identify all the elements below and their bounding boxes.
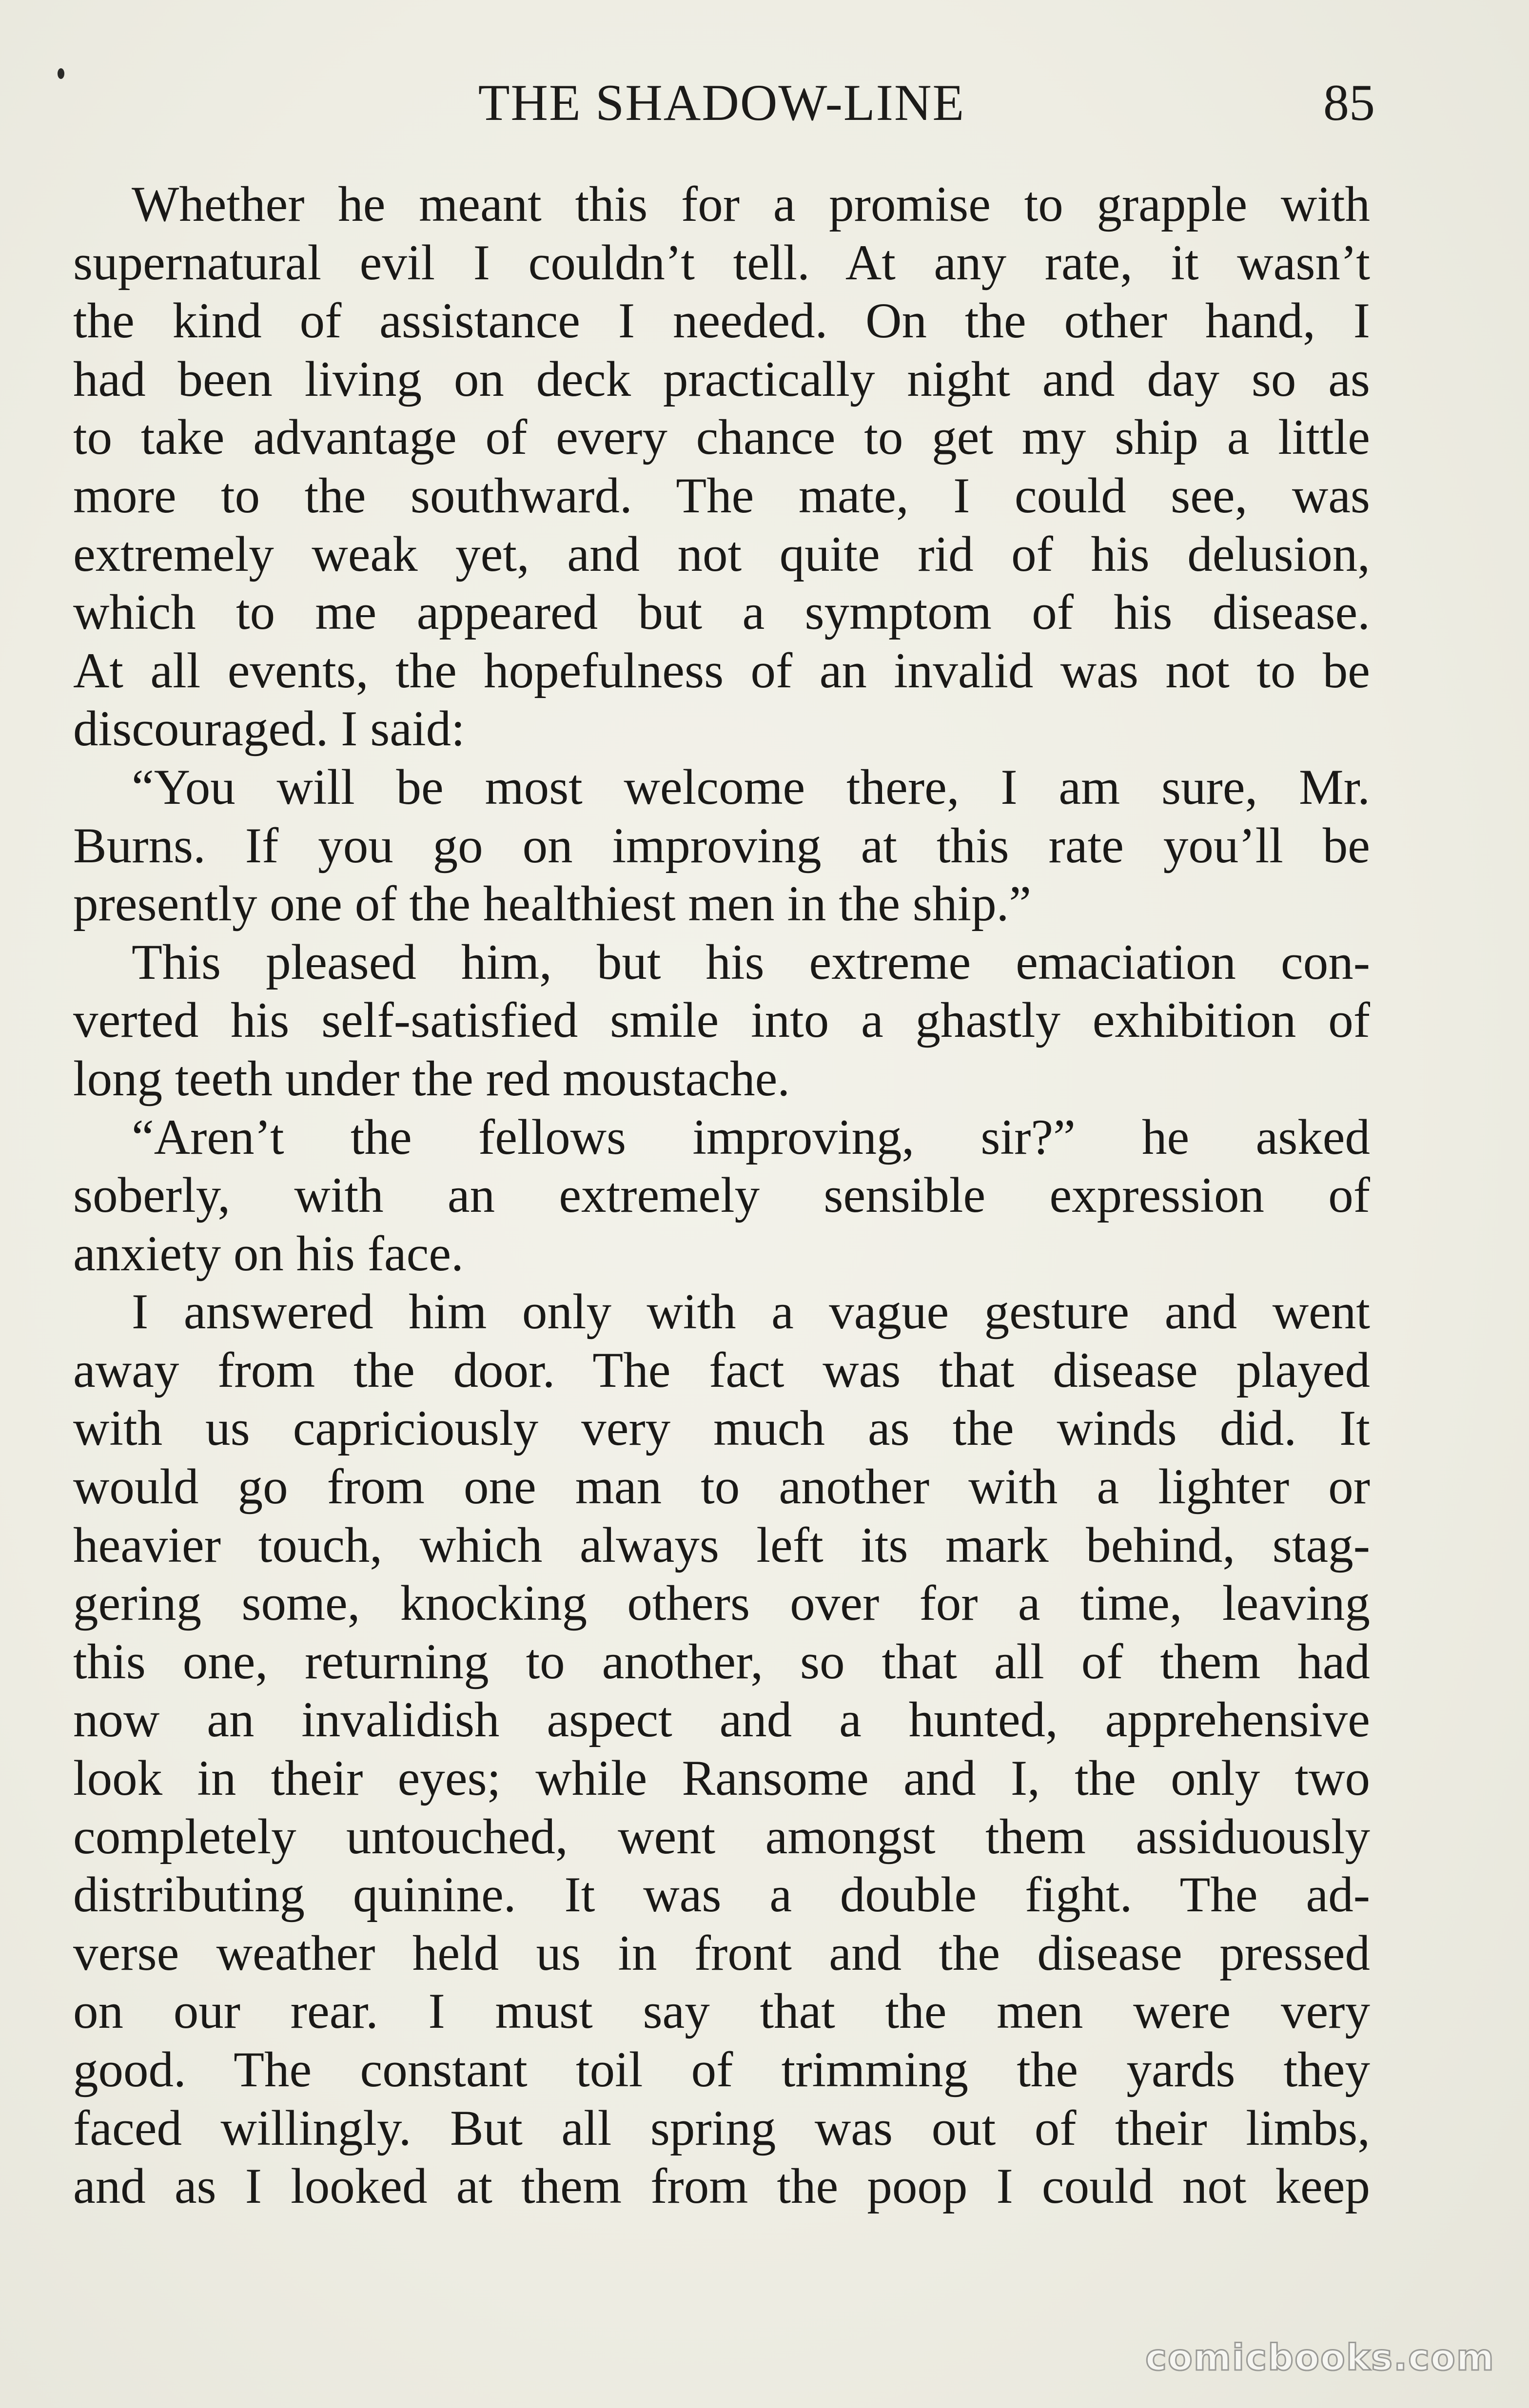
text-line: with us capriciously very much as the winds did. It xyxy=(73,1400,1370,1456)
text-line: presently one of the healthiest men in the ship.” xyxy=(73,876,1032,932)
text-line: look in their eyes; while Ransome and I, the only two xyxy=(73,1750,1370,1806)
text-line: distributing quinine. It was a double fight. The ad- xyxy=(73,1867,1370,1923)
text-line: and as I looked at them from the poop I could not keep xyxy=(73,2158,1370,2214)
text-line: soberly, with an extremely sensible expression of xyxy=(73,1167,1370,1223)
text-line: would go from one man to another with a lighter or xyxy=(73,1459,1370,1515)
text-line: good. The constant toil of trimming the yards they xyxy=(73,2042,1370,2097)
text-line: to take advantage of every chance to get my ship a little xyxy=(73,409,1370,466)
text-line: Whether he meant this for a promise to grapple with xyxy=(132,176,1370,232)
text-line: faced willingly. But all spring was out of their limbs, xyxy=(73,2100,1370,2156)
text-line: anxiety on his face. xyxy=(73,1225,464,1282)
text-line: this one, returning to another, so that all of them had xyxy=(73,1633,1370,1689)
text-line: long teeth under the red moustache. xyxy=(73,1050,790,1107)
text-line: on our rear. I must say that the men were very xyxy=(73,1983,1370,2039)
text-line: heavier touch, which always left its mark behind, stag- xyxy=(73,1517,1370,1573)
text-line: This pleased him, but his extreme emaciation con- xyxy=(132,934,1370,990)
page-number: 85 xyxy=(1323,74,1375,131)
text-line: I answered him only with a vague gesture and went xyxy=(132,1284,1370,1340)
text-line: the kind of assistance I needed. On the other hand, I xyxy=(73,293,1370,349)
text-line: completely untouched, went amongst them assiduously xyxy=(73,1808,1370,1864)
text-line: At all events, the hopefulness of an invalid was not to be xyxy=(73,642,1370,699)
text-line: now an invalidish aspect and a hunted, apprehensive xyxy=(73,1692,1370,1748)
text-line: verse weather held us in front and the disease pressed xyxy=(73,1925,1370,1981)
text-line: away from the door. The fact was that disease played xyxy=(73,1342,1370,1398)
watermark: comicbooks.com xyxy=(1145,2337,1495,2379)
text-line: discouraged. I said: xyxy=(73,701,465,757)
text-line: gering some, knocking others over for a time, leaving xyxy=(73,1575,1370,1631)
text-line: “You will be most welcome there, I am sure, Mr. xyxy=(132,759,1370,815)
running-head xyxy=(73,73,1375,132)
running-title: THE SHADOW-LINE xyxy=(478,74,965,131)
text-line: “Aren’t the fellows improving, sir?” he asked xyxy=(132,1109,1370,1165)
body-text xyxy=(73,175,1370,2216)
text-line: extremely weak yet, and not quite rid of his delusion, xyxy=(73,526,1370,582)
text-line: had been living on deck practically night and day so as xyxy=(73,351,1370,407)
text-line: verted his self-satisfied smile into a ghastly exhibition of xyxy=(73,992,1370,1049)
ink-speck xyxy=(58,68,64,79)
text-line: which to me appeared but a symptom of his disease. xyxy=(73,584,1370,641)
text-line: supernatural evil I couldn’t tell. At any rate, it wasn’t xyxy=(73,234,1370,291)
text-line: more to the southward. The mate, I could see, was xyxy=(73,467,1370,524)
text-line: Burns. If you go on improving at this rate you’ll be xyxy=(73,817,1370,874)
